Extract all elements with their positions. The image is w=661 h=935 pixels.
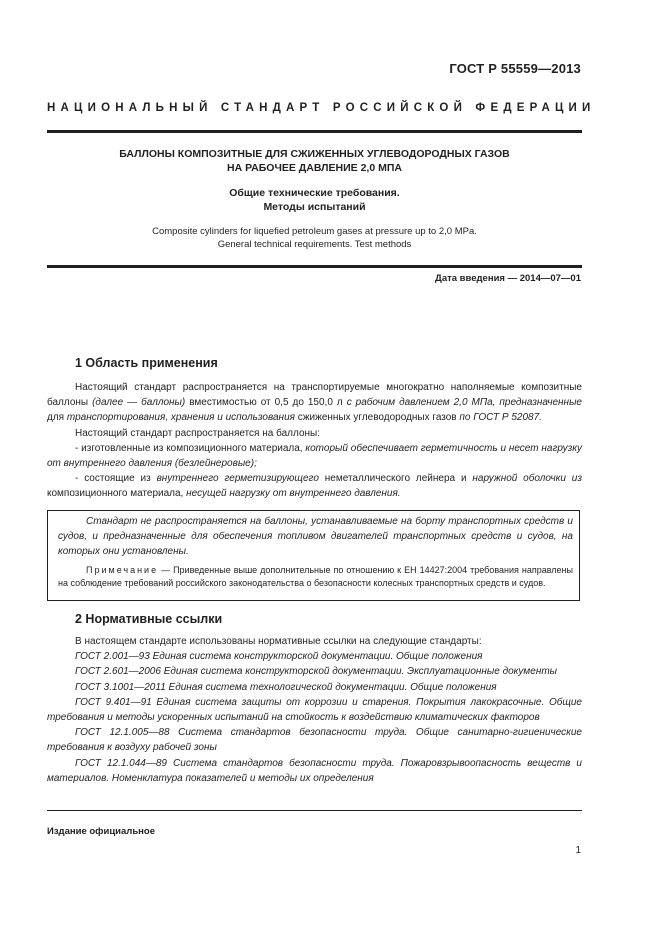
subtitle-line1: Общие технические требования. <box>229 187 400 199</box>
title-en-line1: Composite cylinders for liquefied petroleum gases at pressure up to 2,0 MPa. <box>152 226 477 237</box>
text-run-italic: с рабочим давлением 2,0 МПа, предназначенные <box>346 397 582 409</box>
header-divider <box>47 130 582 133</box>
official-edition-label: Издание официальное <box>47 826 155 837</box>
list-item-linerless <box>47 441 582 471</box>
text-run-italic: наружной оболочки из <box>472 473 582 485</box>
reference-item: ГОСТ 9.401—91 Единая система защиты от коррозии и старения. Покрытия лакокрасочные. Общие требования и методы ускоренных испытаний на стойкость к воздействию климатических факторов <box>47 696 582 724</box>
text-run: - состоящие из <box>75 473 157 485</box>
text-run-italic: по ГОСТ Р 52087. <box>459 412 542 424</box>
document-title-ru <box>47 147 582 175</box>
text-run-italic: (далее — баллоны) <box>92 397 186 409</box>
section-2-heading: 2 Нормативные ссылки <box>75 612 223 626</box>
document-code: ГОСТ Р 55559—2013 <box>449 61 581 76</box>
scope-paragraph <box>47 380 582 426</box>
national-standard-label: НАЦИОНАЛЬНЫЙ СТАНДАРТ РОССИЙСКОЙ ФЕДЕРАЦИИ <box>47 102 596 114</box>
note-text: — Приведенные выше дополнительные по отношению к ЕН 14427:2004 требования направлены на соблюдение требований российского законодательства о безопасности колесных транспортных средств и судов. <box>58 565 573 588</box>
text-run: Настоящий стандарт распространяется на транспортируемые многократно наполняемые композитные баллоны <box>47 382 582 409</box>
reference-item: ГОСТ 2.601—2006 Единая система конструкторской документации. Эксплуатационные документы <box>75 666 558 678</box>
note-paragraph <box>58 564 573 590</box>
text-run: для <box>47 412 67 424</box>
page-number: 1 <box>575 845 581 856</box>
title-ru-line2: НА РАБОЧЕЕ ДАВЛЕНИЕ 2,0 МПА <box>227 162 402 174</box>
list-item-lined <box>47 471 582 501</box>
document-title-en <box>47 225 582 251</box>
reference-item: ГОСТ 3.1001—2011 Единая система технологической документации. Общие положения <box>75 681 497 693</box>
document-subtitle-ru <box>47 186 582 214</box>
title-divider <box>47 265 582 268</box>
section-2-body <box>47 634 582 786</box>
text-run: композиционного материала, <box>47 488 187 500</box>
reference-item: ГОСТ 2.001—93 Единая система конструкторской документации. Общие положения <box>75 651 483 663</box>
text-run: неметаллического лейнера и <box>318 473 473 485</box>
section-1-body <box>47 380 582 502</box>
title-en-line2: General technical requirements. Test methods <box>217 239 412 250</box>
subtitle-line2: Методы испытаний <box>263 201 366 213</box>
footer-divider <box>47 810 582 811</box>
exclusion-paragraph <box>58 514 573 559</box>
section-1-heading: 1 Область применения <box>75 356 218 370</box>
exclusion-text: Стандарт не распространяется на баллоны, устанавливаемые на борту транспортных средств и судов, и предназначенные для обеспечения топливом двигателей транспортных средств и судов, на которых они установлены. <box>58 516 573 557</box>
text-run: вместимостью от 0,5 до 150,0 л <box>185 397 347 409</box>
note-box <box>47 510 580 601</box>
reference-item: ГОСТ 12.1.005—88 Система стандартов безопасности труда. Общие санитарно-гигиенические требования к воздуху рабочей зоны <box>47 727 582 754</box>
reference-item: ГОСТ 12.1.044—89 Система стандартов безопасности труда. Пожаровзрывоопасность веществ и материалов. Номенклатура показателей и методы их определения <box>47 757 582 784</box>
scope-applies-paragraph: Настоящий стандарт распространяется на баллоны: <box>75 427 320 439</box>
note-content <box>58 514 573 590</box>
references-intro: В настоящем стандарте использованы нормативные ссылки на следующие стандарты: <box>75 636 482 647</box>
text-run: - изготовленные из композиционного материала, <box>75 442 306 454</box>
text-run-italic: внутреннего герметизирующего <box>156 473 319 485</box>
text-run-italic: который обеспечивает герметичность и несет нагрузку от внутреннего давления (безлейнеровые); <box>47 442 582 470</box>
text-run-italic: несущей нагрузку от внутреннего давления. <box>186 488 401 500</box>
text-run: сжиженных углеводородных газов <box>294 412 460 424</box>
note-label: Примечание <box>86 565 159 575</box>
title-ru-line1: БАЛЛОНЫ КОМПОЗИТНЫЕ ДЛЯ СЖИЖЕННЫХ УГЛЕВОДОРОДНЫХ ГАЗОВ <box>119 148 510 160</box>
date-of-introduction: Дата введения — 2014—07—01 <box>435 273 581 284</box>
text-run-italic: транспортирования, хранения и использования <box>66 412 295 424</box>
